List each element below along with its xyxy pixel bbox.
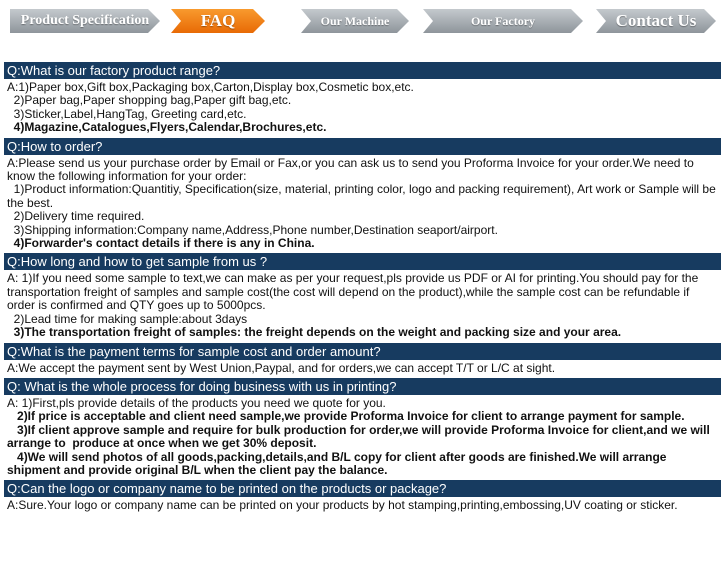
tab-our-factory[interactable] bbox=[423, 9, 583, 33]
tab-label: Our Factory bbox=[470, 13, 536, 28]
faq-item bbox=[4, 480, 721, 515]
faq-answer-line: A:Sure.Your logo or company name can be printed on your products by hot stamping,printing,embossing,UV coating or sticker. bbox=[7, 498, 678, 513]
faq-answer-line: A: 1)First,pls provide details of the products you need we quote for you. bbox=[7, 395, 386, 410]
tab-label: Product Specification bbox=[20, 13, 150, 28]
faq-answer-line: 2)Delivery time required. bbox=[7, 209, 145, 224]
tab-label: FAQ bbox=[200, 11, 236, 30]
faq-answer-line: 3)Sticker,Label,HangTag, Greeting card,etc. bbox=[7, 106, 247, 121]
faq-item bbox=[4, 62, 721, 138]
faq-answer-line: A:1)Paper box,Gift box,Packaging box,Carton,Display box,Cosmetic box,etc. bbox=[7, 80, 414, 94]
faq-question: Q:What is our factory product range? bbox=[4, 62, 721, 79]
tab-faq[interactable] bbox=[171, 9, 265, 33]
tab-navigation bbox=[0, 0, 725, 48]
faq-answer bbox=[4, 79, 721, 138]
faq-answer-line: 2)Lead time for making sample:about 3days bbox=[7, 311, 248, 326]
faq-answer bbox=[4, 270, 721, 342]
faq-answer-line: 4)Magazine,Catalogues,Flyers,Calendar,Brochures,etc. bbox=[7, 120, 327, 135]
faq-answer-line: 3)The transportation freight of samples: the freight depends on the weight and packing size and your area. bbox=[7, 325, 622, 340]
faq-answer-line: 3)If client approve sample and require for bulk production for order,we will provide Proforma Invoice for client,and we will arrange to produce at once when we get 30% deposit. bbox=[7, 422, 714, 451]
faq-answer-line: 2)If price is acceptable and client need sample,we provide Proforma Invoice for client to arrange payment for sample. bbox=[7, 409, 685, 424]
faq-question: Q:How to order? bbox=[4, 138, 721, 155]
faq-item bbox=[4, 343, 721, 378]
faq-question: Q:Can the logo or company name to be printed on the products or package? bbox=[4, 480, 721, 497]
faq-question: Q: What is the whole process for doing business with us in printing? bbox=[4, 378, 721, 395]
faq-answer-line: A:We accept the payment sent by West Union,Paypal, and for orders,we can accept T/T or L/C at sight. bbox=[7, 360, 556, 375]
tab-label: Our Machine bbox=[320, 13, 390, 28]
faq-item bbox=[4, 253, 721, 342]
tab-our-machine[interactable] bbox=[301, 9, 409, 33]
faq-answer-line: A:Please send us your purchase order by Email or Fax,or you can ask us to send you Proforma Invoice for your order.We need to know the following information for your order: bbox=[7, 155, 698, 184]
faq-list bbox=[4, 62, 721, 516]
faq-answer-line: 4)We will send photos of all goods,packing,details,and B/L copy for client after goods are finished.We will arrange shipment and provide original B/L when the client pay the balance. bbox=[7, 449, 670, 477]
faq-question: Q:How long and how to get sample from us ? bbox=[4, 253, 721, 270]
tab-product-specification[interactable] bbox=[10, 9, 160, 33]
faq-item bbox=[4, 378, 721, 480]
faq-item bbox=[4, 138, 721, 254]
faq-answer bbox=[4, 360, 721, 378]
faq-answer bbox=[4, 497, 721, 515]
faq-question: Q:What is the payment terms for sample cost and order amount? bbox=[4, 343, 721, 360]
faq-answer-line: 4)Forwarder's contact details if there is any in China. bbox=[7, 236, 315, 251]
faq-answer-line: 2)Paper bag,Paper shopping bag,Paper gift bag,etc. bbox=[7, 93, 292, 108]
tab-contact-us[interactable] bbox=[596, 9, 716, 33]
tab-label: Contact Us bbox=[615, 11, 697, 30]
faq-answer-line: A: 1)If you need some sample to text,we can make as per your request,pls provide us PDF or AI for printing.You should pay for the transportation freight of samples and sample cost(the cost will depend on the product),while the sample cost can be refundable if order is confirmed and QTY goes up to 5000pcs. bbox=[7, 271, 702, 313]
faq-answer-line: 3)Shipping information:Company name,Address,Phone number,Destination seaport/airport. bbox=[7, 222, 498, 237]
faq-answer bbox=[4, 395, 721, 480]
faq-answer bbox=[4, 155, 721, 254]
faq-answer-line: 1)Product information:Quantitiy, Specification(size, material, printing color, logo and packing requirement), Art work or Sample will be the best. bbox=[7, 182, 720, 210]
